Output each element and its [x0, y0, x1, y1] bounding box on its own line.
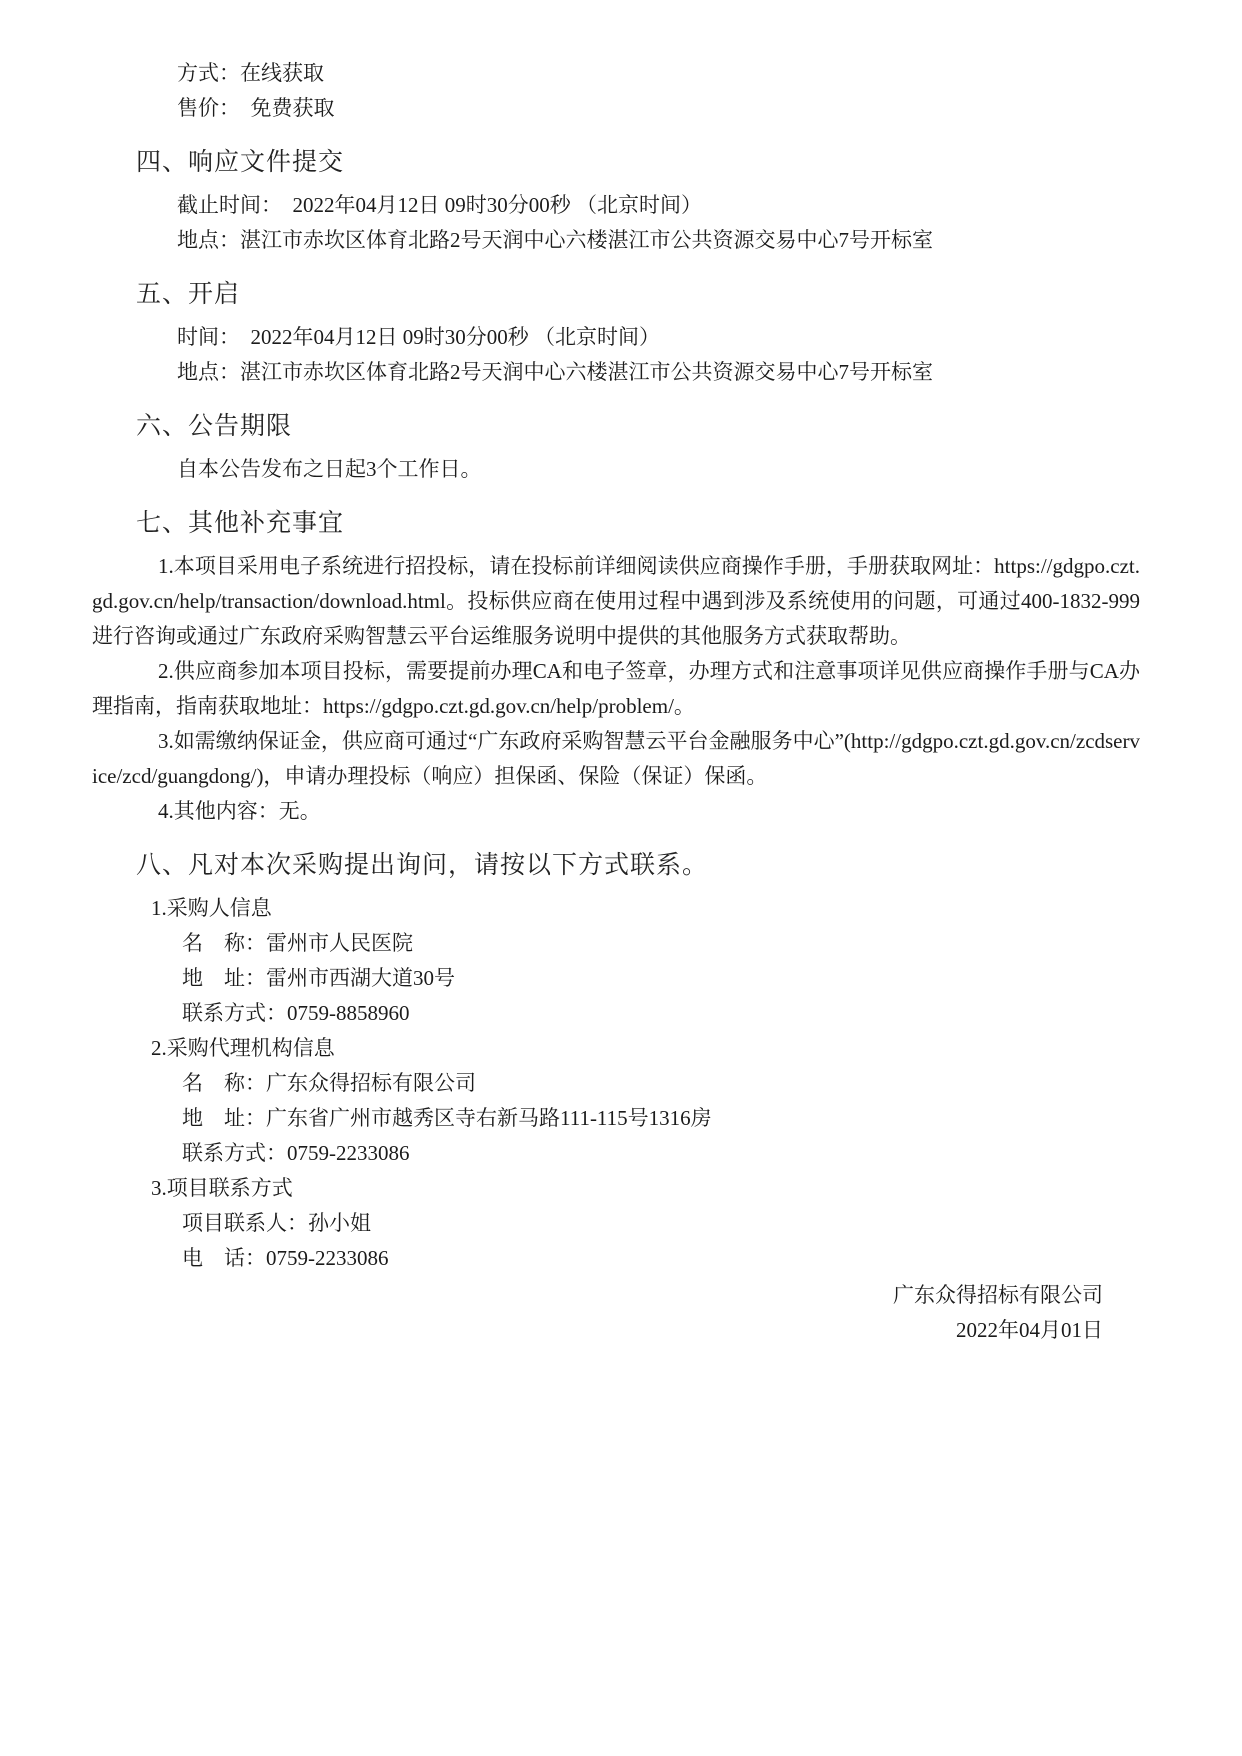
price-line: 售价： 免费获取 [177, 96, 335, 120]
section-4-heading: 四、响应文件提交 [136, 149, 345, 176]
submission-deadline-line: 截止时间： 2022年04月12日 09时30分00秒 （北京时间） [177, 193, 702, 217]
project-contact-title: 3.项目联系方式 [151, 1176, 293, 1200]
project-phone-line: 电 话：0759-2233086 [182, 1246, 389, 1270]
supplement-item-2: 2.供应商参加本项目投标，需要提前办理CA和电子签章，办理方式和注意事项详见供应商操作手册与CA办理指南，指南获取地址：https://gdgpo.czt.gd.gov.cn/help/problem/。 [92, 659, 1140, 718]
purchaser-info-title: 1.采购人信息 [151, 896, 272, 920]
signature-company: 广东众得招标有限公司 [893, 1283, 1103, 1307]
signature-date: 2022年04月01日 [956, 1318, 1103, 1342]
agency-contact-line: 联系方式：0759-2233086 [182, 1141, 410, 1165]
section-7-heading: 七、其他补充事宜 [136, 510, 345, 537]
section-5-heading: 五、开启 [136, 281, 241, 308]
agency-address-line: 地 址：广东省广州市越秀区寺右新马路111-115号1316房 [182, 1106, 712, 1130]
signature-block [92, 1278, 1140, 1348]
obtain-method-line: 方式：在线获取 [177, 61, 324, 85]
agency-info-title: 2.采购代理机构信息 [151, 1036, 335, 1060]
supplement-item-4: 4.其他内容：无。 [158, 799, 321, 823]
purchaser-address-line: 地 址：雷州市西湖大道30号 [182, 966, 455, 990]
document-content [92, 56, 1140, 1348]
opening-time-line: 时间： 2022年04月12日 09时30分00秒 （北京时间） [177, 325, 660, 349]
project-contact-person-line: 项目联系人：孙小姐 [182, 1211, 371, 1235]
purchaser-contact-line: 联系方式：0759-8858960 [182, 1001, 410, 1025]
announcement-period-line: 自本公告发布之日起3个工作日。 [177, 457, 482, 481]
opening-location-line: 地点：湛江市赤坎区体育北路2号天润中心六楼湛江市公共资源交易中心7号开标室 [177, 360, 933, 384]
submission-location-line: 地点：湛江市赤坎区体育北路2号天润中心六楼湛江市公共资源交易中心7号开标室 [177, 228, 933, 252]
supplement-item-3: 3.如需缴纳保证金，供应商可通过“广东政府采购智慧云平台金融服务中心”(http://gdgpo.czt.gd.gov.cn/zcdservice/zcd/guangdong/)，申请办理投标（响应）担保函、保险（保证）保函。 [92, 729, 1140, 788]
supplement-item-1: 1.本项目采用电子系统进行招投标，请在投标前详细阅读供应商操作手册，手册获取网址：https://gdgpo.czt.gd.gov.cn/help/transaction/download.html。投标供应商在使用过程中遇到涉及系统使用的问题，可通过400-1832-999进行咨询或通过广东政府采购智慧云平台运维服务说明中提供的其他服务方式获取帮助。 [92, 554, 1140, 648]
section-6-heading: 六、公告期限 [136, 413, 293, 440]
agency-name-line: 名 称：广东众得招标有限公司 [182, 1071, 476, 1095]
section-8-heading: 八、凡对本次采购提出询问，请按以下方式联系。 [136, 852, 709, 879]
purchaser-name-line: 名 称：雷州市人民医院 [182, 931, 413, 955]
